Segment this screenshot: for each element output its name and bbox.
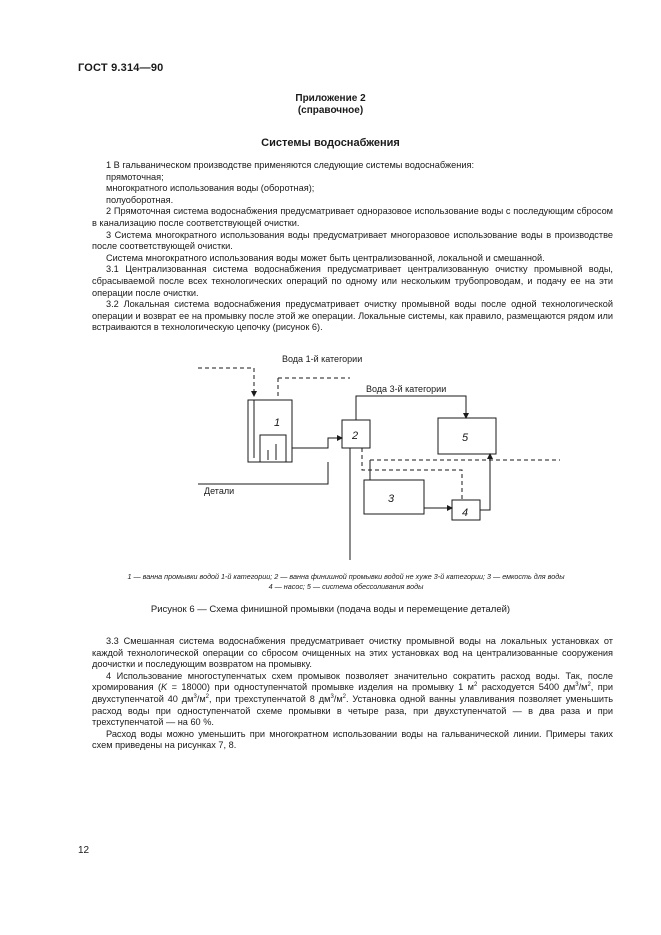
list-item: прямоточная;	[106, 171, 164, 182]
box-1-inner	[260, 435, 286, 462]
paragraph-3-2: 3.2 Локальная система водоснабжения предусматривает очистку промывной воды после одной технологической операции и возврат ее на промывку после этой же операции. Локальные системы, как правило, размещаются рядом или встраиваются в технологическую цепочку (рисунок 6).	[92, 299, 613, 333]
list-item: полуоборотная.	[106, 194, 174, 205]
document-header: ГОСТ 9.314—90	[78, 62, 164, 74]
body-text-bottom	[92, 636, 613, 752]
figure-6-diagram	[0, 340, 661, 570]
paragraph-2: 2 Прямоточная система водоснабжения предусматривает одноразовое использование воды с последующим сбросом в канализацию после соответствующей очистки.	[92, 206, 613, 228]
paragraph-3: 3 Система многократного использования воды предусматривает многоразовое использование воды в производстве после соответствующей очистки.	[92, 229, 613, 252]
legend-line-1: 1 — ванна промывки водой 1-й категории; 2 — ванна финишной промывки водой не хуже 3-й категории; 3 — емкость для воды	[127, 572, 565, 581]
box-4-label: 4	[462, 507, 469, 519]
label-water-1: Вода 1-й категории	[282, 354, 363, 364]
paragraph-4: 4 Использование многоступенчатых схем промывок позволяет значительно сократить расход воды. Так, после хромирования (K = 18000) при одноступенчатой промывке изделия на промывку 1 $м^2$ расходуется 5400 $дм^3/м^2$, при двухступенчатой 40 $дм^3/м^2$, при трехступенчатой 8 $дм^3/м^2$. Установка одной ванны улавливания позволяет уменьшить расход воды при одноступенчатой схеме промывки в четыре раза, при двухступенчатой — в два раза и при трехступенчатой — на 60 %.	[92, 670, 613, 728]
box-1	[248, 400, 292, 462]
page-number: 12	[78, 845, 90, 856]
paragraph-3-3: 3.3 Смешанная система водоснабжения предусматривает очистку промывной воды на локальных установках от каждой технологической операции со сбросом очищенных на этих установках вод на централизованные сооружения доочистки и последующим возвратом на промывку.	[92, 636, 613, 670]
figure-title: Рисунок 6 — Схема финишной промывки (подача воды и перемещение деталей)	[150, 604, 511, 615]
paragraph-3-note: Система многократного использования воды может быть централизованной, локальной и смешанной.	[106, 252, 545, 263]
legend-line-2: 4 — насос; 5 — система обессоливания воды	[268, 581, 424, 591]
appendix-title: Приложение 2	[295, 93, 366, 104]
label-water-3: Вода 3-й категории	[366, 384, 447, 394]
dashed-line	[198, 368, 254, 396]
box-1-label: 1	[274, 417, 281, 429]
paragraph-1: 1 В гальваническом производстве применяются следующие системы водоснабжения:	[106, 160, 475, 170]
box-5-label: 5	[462, 432, 469, 444]
box-2-label: 2	[352, 430, 359, 442]
label-parts: Детали	[204, 486, 235, 496]
paragraph-3-1: 3.1 Централизованная система водоснабжения предусматривает централизованную очистку промывной воды, сбрасываемой после всех технологических операций по одному или нескольким трубопроводам, и подачу ее на эти операции после очистки.	[92, 264, 613, 298]
parts-line	[198, 462, 328, 484]
list-item: многократного использования воды (оборотная);	[106, 183, 315, 194]
appendix-subtitle: (справочное)	[297, 105, 364, 116]
figure-legend	[76, 572, 616, 591]
body-text-top	[92, 160, 613, 334]
section-title: Системы водоснабжения	[261, 137, 400, 149]
paragraph-last: Расход воды можно уменьшить при многократном использовании воды на гальванической линии. Примеры таких схем приведены на рисунках 7, 8.	[92, 728, 613, 751]
box-3-label: 3	[388, 493, 395, 505]
